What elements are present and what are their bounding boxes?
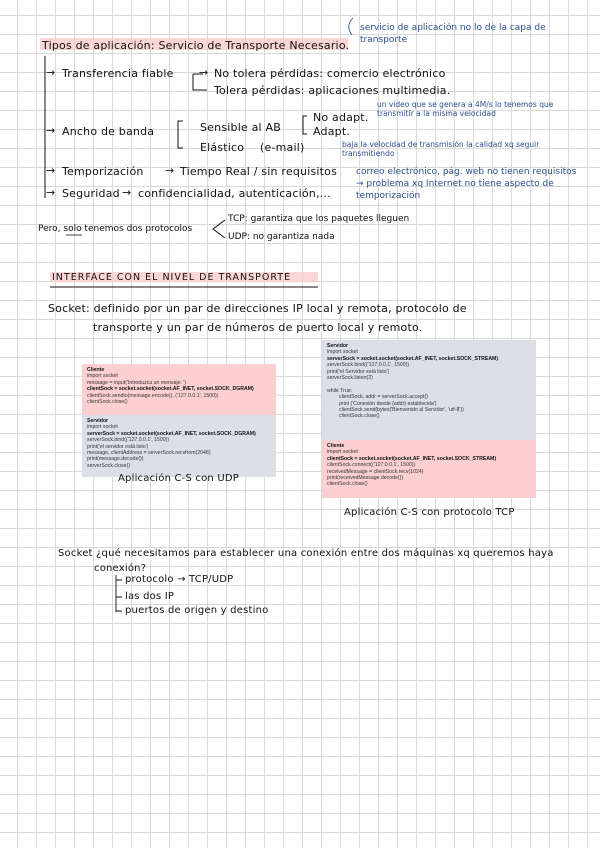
bandwidth-email: (e-mail) [260, 141, 305, 154]
question-line2: conexión? [94, 563, 147, 574]
bandwidth-label: Ancho de banda [62, 125, 155, 138]
code-line: clientSock, addr = serverSock.accept() [339, 394, 428, 401]
code-line: clientSock.sendto(message.encode(), ('127.0.0.1', 1500)) [87, 392, 219, 399]
timing-label: Temporización [62, 165, 144, 178]
code-line: import socket [327, 349, 358, 356]
udp-caption: Aplicación C-S con UDP [118, 473, 239, 484]
code-line: print('el Servidor está listo') [327, 368, 390, 375]
title-note: servicio de aplicación no lo de la capa de transporte [360, 23, 546, 45]
bandwidth-bracket [178, 121, 183, 148]
interface-heading: INTERFACE CON EL NIVEL DE TRANSPORTE [52, 272, 292, 283]
udp-server-title: Servidor [87, 418, 109, 424]
question-item-protocol: protocolo → TCP/UDP [125, 574, 234, 585]
code-line: serverSock.bind(('127.0.0.1', 1500)) [327, 362, 410, 369]
timing-note: correo electrónico, pág. web no tienen requisitos → problema xq Internet no tiene aspecto de temporización [356, 167, 577, 201]
code-line: clientSock = socket.socket(socket.AF_INET, socket.SOCK_DGRAM) [87, 386, 254, 393]
page-title: Tipos de aplicación: Servicio de Transporte Necesario. [42, 39, 350, 52]
timing-value: Tiempo Real / sin requisitos [180, 165, 338, 178]
code-line: print(message.decode()) [87, 456, 144, 463]
code-line: receivedMessage = clientSock.recv(1024) [327, 468, 424, 475]
code-line: import socket [327, 449, 358, 456]
protocol-brace [213, 220, 225, 238]
code-line: import socket [87, 373, 118, 380]
adapt-bracket [303, 116, 307, 134]
arrow-icon: → [46, 186, 56, 199]
code-line: clientSock.close() [339, 413, 380, 420]
transfer-option-a: No tolera pérdidas: comercio electrónico [214, 67, 446, 80]
code-line: print('el servidor está listo') [87, 443, 149, 450]
code-line: clientSock.close() [327, 481, 368, 488]
tcp-server-title: Servidor [327, 343, 349, 349]
arrow-icon: → [122, 186, 132, 199]
bandwidth-adapt: Adapt. [313, 125, 351, 138]
udp-client-code [82, 364, 276, 416]
tcp-server-code [322, 340, 536, 440]
code-line: clientSock.connect(('127.0.0.1', 1500)) [327, 462, 416, 469]
tcp-client-title: Cliente [327, 443, 345, 449]
code-line: clientSock = socket.socket(socket.AF_INET, socket.SOCK_STREAM) [327, 455, 497, 462]
protocols-intro: Pero, solo tenemos dos protocolos [38, 224, 193, 234]
note-pointer [349, 18, 353, 35]
protocol-tcp: TCP: garantiza que los paquetes lleguen [228, 214, 410, 224]
code-line: serverSock.close() [87, 462, 130, 469]
code-line: clientSock.send(bytes('Bienvenido al Servidor', 'utf-8')) [339, 407, 464, 414]
bandwidth-no-adapt: No adapt. [313, 111, 369, 124]
bandwidth-sensible: Sensible al AB [200, 121, 281, 134]
code-line: while True: [327, 387, 353, 394]
protocol-udp: UDP: no garantiza nada [228, 232, 335, 242]
transfer-label: Transferencia fiable [62, 67, 174, 80]
transfer-option-b: Tolera pérdidas: aplicaciones multimedia. [214, 84, 451, 97]
security-value: confidencialidad, autenticación,... [138, 187, 331, 200]
tcp-caption: Aplicación C-S con protocolo TCP [344, 507, 515, 518]
bandwidth-note-1: un vídeo que se genera a 4M/s lo tenemos que transmitir a la misma velocidad [377, 100, 554, 118]
udp-server-code [82, 415, 276, 477]
arrow-icon: → [46, 124, 56, 137]
arrow-icon: → [46, 164, 56, 177]
udp-client-title: Cliente [87, 367, 105, 373]
question-line1: Socket ¿qué necesitamos para establecer una conexión entre dos máquinas xq queremos haya [58, 548, 554, 559]
code-line: print(receivedMessage.decode()) [327, 475, 404, 482]
code-line: clientSock.close() [87, 399, 128, 406]
question-tree [116, 575, 122, 612]
code-line: serverSock = socket.socket(socket.AF_INET, socket.SOCK_DGRAM) [87, 430, 256, 437]
code-line: serverSock = socket.socket(socket.AF_INET, socket.SOCK_STREAM) [327, 355, 499, 362]
question-item-ips: las dos IP [125, 591, 175, 602]
arrow-icon: → [199, 66, 209, 79]
code-line: import socket [87, 424, 118, 431]
question-item-ports: puertos de origen y destino [125, 605, 269, 616]
bandwidth-note-2: baja la velocidad de transmisión la calidad xq seguir transmitiendo [342, 140, 540, 158]
code-line: message, clientAddress = serverSock.recvfrom(2048) [87, 450, 211, 457]
arrow-icon: → [165, 164, 175, 177]
code-line: serverSock.bind(('127.0.0.1', 1500)) [87, 437, 170, 444]
socket-definition-line1: Socket: definido por un par de direcciones IP local y remota, protocolo de [48, 302, 467, 315]
socket-definition-line2: transporte y un par de números de puerto local y remoto. [93, 321, 423, 334]
code-line: serverSock.listen(2) [327, 375, 373, 382]
tcp-client-code [322, 440, 536, 498]
code-line: print ('Conexión desde {addr} establecida') [339, 400, 437, 407]
arrow-icon: → [46, 66, 56, 79]
code-line: message = input('Introduzca un mensaje: ') [87, 379, 187, 386]
security-label: Seguridad [62, 187, 120, 200]
bandwidth-elastic: Elástico [200, 141, 245, 154]
